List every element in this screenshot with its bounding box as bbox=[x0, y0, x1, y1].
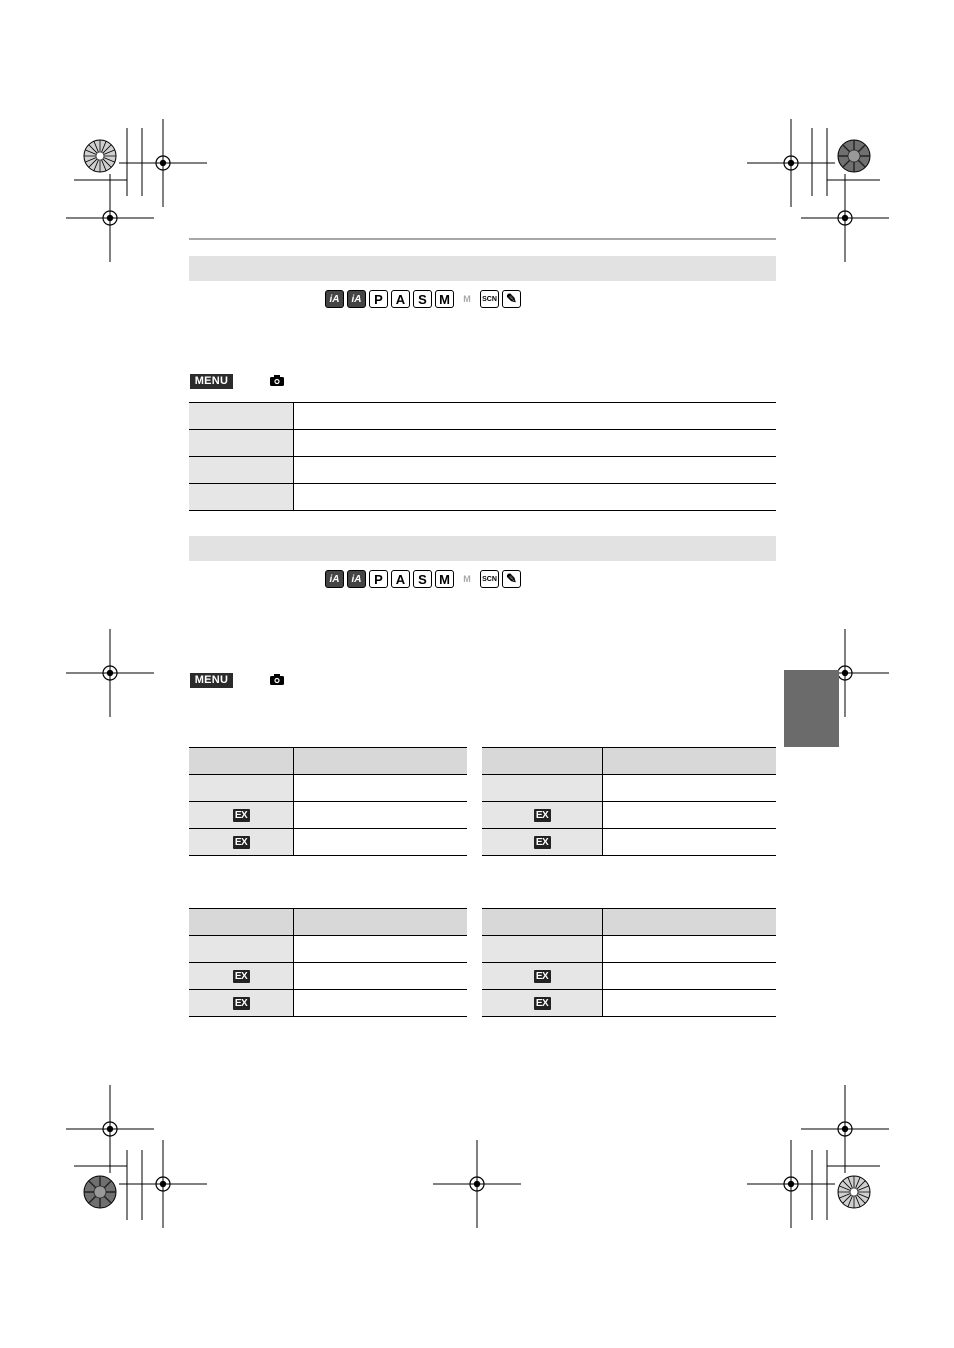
section-1-header-bar bbox=[189, 256, 776, 281]
table-row bbox=[482, 775, 776, 802]
scene-mode-icon: SCN bbox=[480, 290, 499, 308]
ex-zoom-icon: EX bbox=[534, 997, 551, 1010]
movie-mode-icon: M bbox=[457, 570, 477, 588]
intelligent-auto-plus-mode-icon: iA bbox=[347, 570, 366, 588]
creative-mode-icon: ✎ bbox=[502, 570, 521, 588]
manual-mode-icon: M bbox=[435, 570, 454, 588]
manual-mode-icon: M bbox=[435, 290, 454, 308]
color-wheel-icon bbox=[84, 1176, 116, 1208]
table-row bbox=[482, 963, 776, 990]
intelligent-auto-mode-icon: iA bbox=[325, 570, 344, 588]
settings-table-1 bbox=[189, 402, 776, 511]
menu-badge: MENU bbox=[190, 673, 233, 688]
intelligent-auto-plus-mode-icon: iA bbox=[347, 290, 366, 308]
table-row bbox=[482, 748, 776, 775]
ex-zoom-icon: EX bbox=[534, 836, 551, 849]
color-wheel-icon bbox=[84, 140, 116, 172]
camera-icon bbox=[270, 375, 284, 386]
table-row bbox=[189, 484, 776, 511]
camera-icon bbox=[270, 674, 284, 685]
table-row bbox=[189, 748, 467, 775]
table-row bbox=[189, 775, 467, 802]
scene-mode-icon: SCN bbox=[480, 570, 499, 588]
program-mode-icon: P bbox=[369, 570, 388, 588]
ex-zoom-icon: EX bbox=[233, 997, 250, 1010]
table-row bbox=[482, 990, 776, 1017]
table-row bbox=[482, 909, 776, 936]
header-rule bbox=[189, 238, 776, 240]
creative-mode-icon: ✎ bbox=[502, 290, 521, 308]
ex-zoom-icon: EX bbox=[233, 970, 250, 983]
intelligent-auto-mode-icon: iA bbox=[325, 290, 344, 308]
size-table-upper-right bbox=[482, 747, 776, 856]
size-table-upper-left bbox=[189, 747, 467, 856]
aperture-mode-icon: A bbox=[391, 290, 410, 308]
aperture-mode-icon: A bbox=[391, 570, 410, 588]
table-row bbox=[189, 963, 467, 990]
section-2-header-bar bbox=[189, 536, 776, 561]
color-wheel-icon bbox=[838, 1176, 870, 1208]
chapter-side-tab bbox=[784, 670, 839, 747]
table-row bbox=[189, 909, 467, 936]
table-row bbox=[189, 802, 467, 829]
applicable-modes-2 bbox=[325, 569, 521, 589]
ex-zoom-icon: EX bbox=[534, 970, 551, 983]
table-row bbox=[189, 403, 776, 430]
table-row bbox=[482, 802, 776, 829]
applicable-modes-1 bbox=[325, 289, 521, 309]
ex-zoom-icon: EX bbox=[233, 809, 250, 822]
table-row bbox=[482, 829, 776, 856]
table-row bbox=[189, 430, 776, 457]
color-wheel-icon bbox=[838, 140, 870, 172]
ex-zoom-icon: EX bbox=[233, 836, 250, 849]
ex-zoom-icon: EX bbox=[534, 809, 551, 822]
table-row bbox=[189, 990, 467, 1017]
movie-mode-icon: M bbox=[457, 290, 477, 308]
size-table-lower-right bbox=[482, 908, 776, 1017]
table-row bbox=[189, 936, 467, 963]
table-row bbox=[189, 457, 776, 484]
size-table-lower-left bbox=[189, 908, 467, 1017]
menu-badge: MENU bbox=[190, 374, 233, 389]
shutter-mode-icon: S bbox=[413, 570, 432, 588]
shutter-mode-icon: S bbox=[413, 290, 432, 308]
table-row bbox=[482, 936, 776, 963]
table-row bbox=[189, 829, 467, 856]
program-mode-icon: P bbox=[369, 290, 388, 308]
